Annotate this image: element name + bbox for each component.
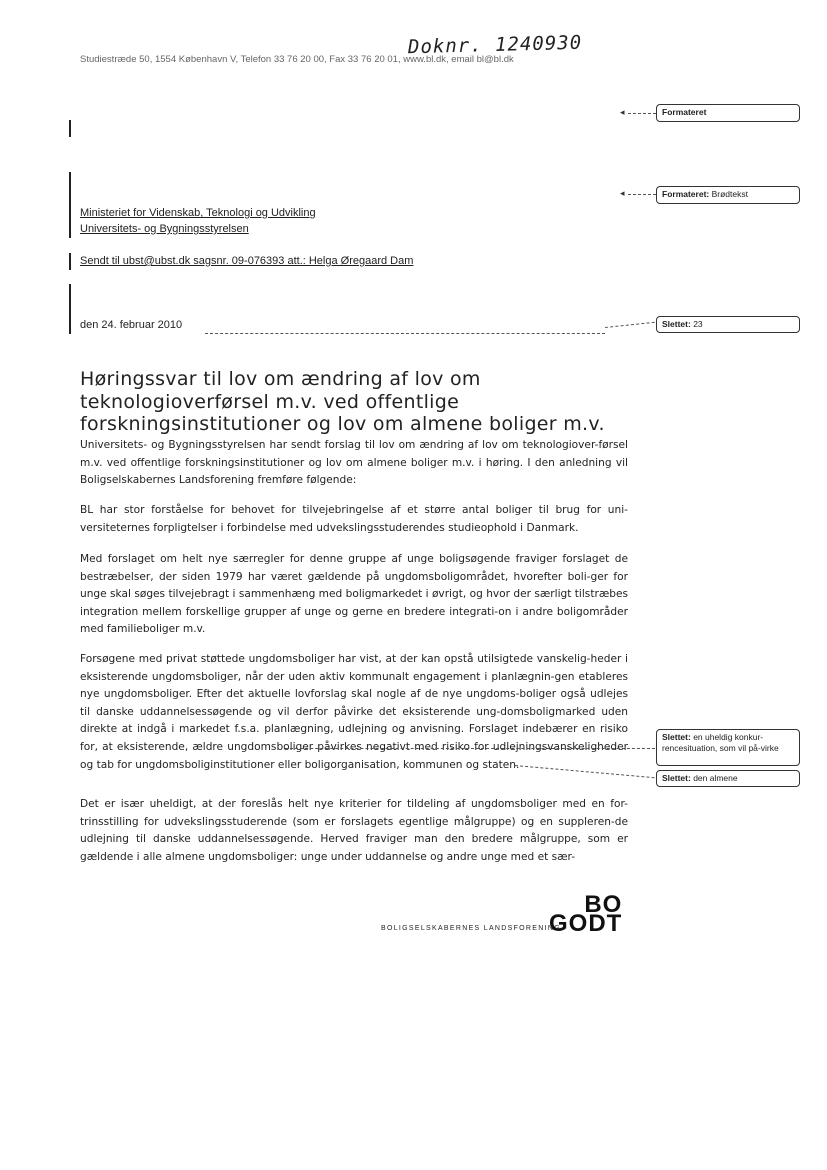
sent-to-line: Sendt til ubst@ubst.dk sagsnr. 09-076393 att.: Helga Øregaard Dam	[80, 255, 414, 267]
letterhead-address: Studiestræde 50, 1554 København V, Telefon 33 76 20 00, Fax 33 76 20 01, www.bl.dk, email bl@bl.dk	[80, 54, 514, 65]
body-paragraph: Det er især uheldigt, at der foreslås helt nye kriterier for tildeling af ungdomsboliger med en for-trinsstilling for udvekslingsstuderende (som er forslagets egentlige målgruppe) og en suppleren-de udlejning til danske uddannelsessøgende. Herved fraviger man den bredere målgruppe, som er gældende i alle almene ungdomsboliger: unge under uddannelse og andre unge med et sær-	[80, 798, 628, 863]
comment-connector	[605, 322, 655, 328]
comment-formatted-body-text[interactable]	[656, 186, 800, 204]
comment-connector	[628, 113, 656, 114]
revision-bar	[69, 172, 71, 238]
logo-line-godt: GODT	[549, 910, 623, 937]
bo-godt-logo	[549, 891, 623, 937]
comment-formatted[interactable]	[656, 104, 800, 122]
comment-text: 23	[693, 319, 703, 329]
body-paragraph: BL har stor forståelse for behovet for tilvejebringelse af et større antal boliger til brug for uni-versiteternes forpligtelser i forbindelse med udvekslingsstuderendes studieophold i Danmark.	[80, 504, 628, 534]
arrow-icon: ◂	[620, 108, 625, 118]
comment-label: Slettet:	[662, 773, 691, 783]
revision-bar	[69, 253, 71, 270]
comment-connector	[205, 333, 605, 334]
revision-bar	[69, 120, 71, 137]
comment-connector	[285, 748, 655, 749]
comment-deleted-public[interactable]	[656, 770, 800, 787]
comment-text: Brødtekst	[711, 189, 748, 199]
document-title: Høringssvar til lov om ændring af lov om teknologioverførsel m.v. ved offentlige forskningsinstitutioner og lov om almene boliger m.v.	[80, 368, 605, 435]
comment-label: Formateret:	[662, 189, 710, 199]
body-paragraph: Universitets- og Bygningsstyrelsen har sendt forslag til lov om ændring af lov om teknologiover-førsel m.v. ved offentlige forskningsinstitutioner og lov om almene boliger m.v. i høring. I den anledning vil Boligselskabernes Landsforening fremføre følgende:	[80, 439, 628, 487]
comment-text: den almene	[693, 773, 738, 783]
arrow-icon: ◂	[620, 189, 625, 199]
comment-deleted-23[interactable]	[656, 316, 800, 333]
comment-connector	[628, 194, 656, 195]
recipient-agency: Universitets- og Bygningsstyrelsen	[80, 223, 249, 235]
logo-organization-name: BOLIGSELSKABERNES LANDSFORENING	[381, 925, 561, 932]
document-number-stamp: Doknr. 1240930	[407, 31, 583, 59]
logo-line-bo: BO	[584, 891, 623, 918]
body-paragraph: Forsøgene med privat støttede ungdomsboliger har vist, at der kan opstå utilsigtede vanskelig-heder i eksisterende ungdomsboliger, når der uden aktiv kommunalt engagement i planlægnin-gen etableres nye ungdomsboliger. Efter det aktuelle lovforslag skal nogle af de nye ungdoms-boliger også udlejes til danske uddannelsessøgende og vil derfor påvirke det eksisterende ung-domsboligmarked uden direkte at indgå i markedet f.s.a. planlægning, udlejning og anvisning. Forslaget indebærer en risiko for, at eksisterende, ældre ungdomsboliger påvirkes negativt med risiko for udlejningsvanskeligheder og tab for ungdomsboliginstitutioner eller boligorganisation, kommunen og staten.	[80, 653, 628, 771]
comment-label: Formateret	[662, 107, 707, 117]
letter-date: den 24. februar 2010	[80, 319, 183, 331]
comment-text: en uheldig konkur-rencesituation, som vil på-virke	[662, 732, 779, 753]
recipient-ministry: Ministeriet for Videnskab, Teknologi og Udvikling	[80, 207, 316, 219]
comment-deleted-competition[interactable]	[656, 729, 800, 766]
revision-bar	[69, 284, 71, 334]
body-paragraph: Med forslaget om helt nye særregler for denne gruppe af unge boligsøgende fraviger forslaget de bestræbelser, der siden 1979 har været gældende på ungdomsboligområdet, hvorefter boli-ger for unge skal søges tilvejebragt i sammenhæng med boligmarkedet i øvrigt, og hvor der særligt tilstræbes integration mellem forskellige grupper af unge og gerne en bredere integrati-on i andre boligområder med familieboliger m.v.	[80, 553, 628, 636]
comment-label: Slettet:	[662, 319, 691, 329]
comment-label: Slettet:	[662, 732, 691, 742]
